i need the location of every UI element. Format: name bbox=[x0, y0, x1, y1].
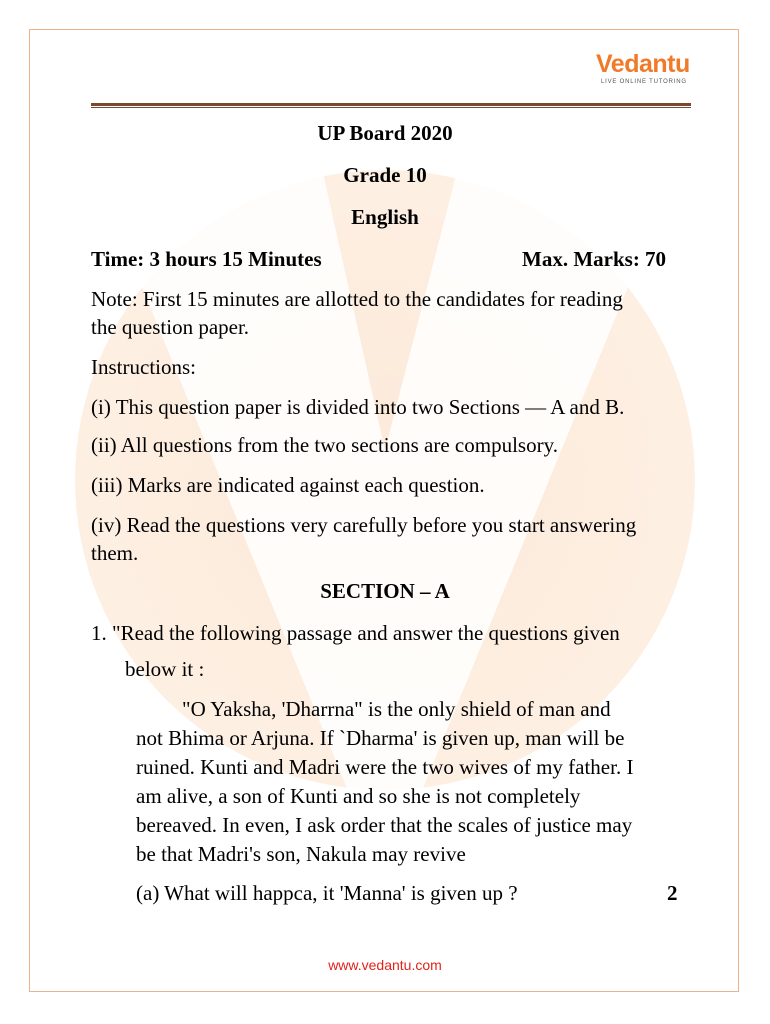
note-line-1: Note: First 15 minutes are allotted to the candidates for reading bbox=[91, 287, 623, 311]
passage-line: am alive, a son of Kunti and so she is not completely bbox=[136, 784, 581, 808]
instruction-item: (i) This question paper is divided into two Sections — A and B. bbox=[91, 395, 625, 419]
header-rule-thin bbox=[91, 107, 691, 108]
question-line-2: below it : bbox=[125, 657, 205, 681]
header-rule bbox=[91, 103, 691, 106]
sub-question: (a) What will happca, it 'Manna' is given up ? bbox=[136, 881, 518, 905]
max-marks-label: Max. Marks: 70 bbox=[522, 247, 667, 271]
grade-title: Grade 10 bbox=[343, 163, 427, 187]
passage-line: not Bhima or Arjuna. If `Dharma' is given up, man will be bbox=[136, 726, 625, 750]
logo-tagline: LIVE ONLINE TUTORING bbox=[601, 79, 687, 85]
instructions-heading: Instructions: bbox=[91, 355, 196, 379]
question-line-1: 1. "Read the following passage and answer the questions given bbox=[91, 621, 620, 645]
time-label: Time: 3 hours 15 Minutes bbox=[91, 247, 322, 271]
exam-title: UP Board 2020 bbox=[317, 121, 453, 145]
subject-title: English bbox=[351, 205, 419, 229]
sub-question-marks: 2 bbox=[667, 881, 678, 905]
instruction-item: (iv) Read the questions very carefully before you start answering bbox=[91, 513, 637, 537]
passage-line: be that Madri's son, Nakula may revive bbox=[136, 842, 466, 866]
instruction-item: (iii) Marks are indicated against each question. bbox=[91, 473, 485, 497]
passage-line: bereaved. In even, I ask order that the scales of justice may bbox=[136, 813, 633, 837]
note-line-2: the question paper. bbox=[91, 315, 250, 339]
instruction-item-continued: them. bbox=[91, 541, 139, 565]
instruction-item: (ii) All questions from the two sections are compulsory. bbox=[91, 433, 558, 457]
footer-website-link[interactable]: www.vedantu.com bbox=[328, 957, 442, 973]
section-title: SECTION – A bbox=[320, 579, 450, 603]
logo-text: Vedantu bbox=[596, 50, 690, 78]
passage-line: ruined. Kunti and Madri were the two wives of my father. I bbox=[136, 755, 634, 779]
vedantu-logo bbox=[596, 50, 696, 90]
passage-line: "O Yaksha, 'Dharrna" is the only shield of man and bbox=[182, 697, 611, 721]
